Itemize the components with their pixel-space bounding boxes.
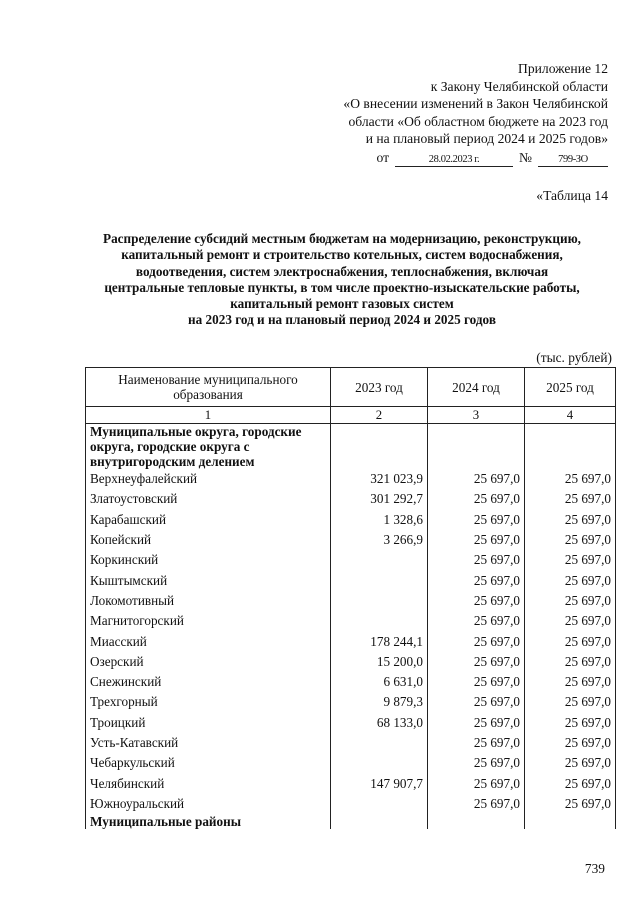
value-2023: 3 266,9	[331, 530, 428, 550]
value-2024: 25 697,0	[428, 550, 525, 570]
appendix-header	[288, 60, 608, 167]
section-title: Муниципальные районы	[86, 814, 331, 829]
value-2023: 1 328,6	[331, 510, 428, 530]
value-2024: 25 697,0	[428, 794, 525, 814]
title-line: капитальный ремонт газовых систем	[230, 296, 454, 312]
municipality-name: Южноуральский	[86, 794, 331, 814]
title-line: на 2023 год и на плановый период 2024 и 2025 годов	[188, 312, 496, 328]
table-row	[86, 794, 616, 814]
value-2025: 25 697,0	[525, 570, 616, 590]
value-2025: 25 697,0	[525, 489, 616, 509]
municipality-name: Челябинский	[86, 773, 331, 793]
value-2023	[331, 753, 428, 773]
value-2025: 25 697,0	[525, 550, 616, 570]
table-row	[86, 652, 616, 672]
header-2024: 2024 год	[428, 368, 525, 407]
value-2023: 9 879,3	[331, 692, 428, 712]
value-2023: 178 244,1	[331, 631, 428, 651]
value-2025: 25 697,0	[525, 611, 616, 631]
title-line: капитальный ремонт и строительство котельных, систем водоснабжения,	[121, 247, 563, 263]
value-2024: 25 697,0	[428, 469, 525, 489]
title-line: водоотведения, систем электроснабжения, теплоснабжения, включая	[135, 263, 549, 279]
table-row	[86, 753, 616, 773]
value-2024: 25 697,0	[428, 692, 525, 712]
column-number: 2	[331, 407, 428, 424]
value-2024: 25 697,0	[428, 713, 525, 733]
municipality-name: Коркинский	[86, 550, 331, 570]
table-row	[86, 631, 616, 651]
column-number: 3	[428, 407, 525, 424]
value-2023	[331, 550, 428, 570]
value-2024: 25 697,0	[428, 530, 525, 550]
table-label: «Таблица 14	[536, 188, 608, 203]
table-row	[86, 611, 616, 631]
table-row	[86, 530, 616, 550]
value-2023	[331, 611, 428, 631]
appendix-line: и на плановый период 2024 и 2025 годов»	[365, 131, 608, 146]
table-row	[86, 733, 616, 753]
title-line: Распределение субсидий местным бюджетам на модернизацию, реконструкцию,	[103, 231, 581, 246]
value-2024: 25 697,0	[428, 773, 525, 793]
header-2023: 2023 год	[331, 368, 428, 407]
section-row	[86, 424, 616, 470]
value-2023: 6 631,0	[331, 672, 428, 692]
value-2025: 25 697,0	[525, 530, 616, 550]
table-row	[86, 550, 616, 570]
value-2025: 25 697,0	[525, 469, 616, 489]
table-row	[86, 713, 616, 733]
value-2024: 25 697,0	[428, 753, 525, 773]
municipality-name: Верхнеуфалейский	[86, 469, 331, 489]
value-2024: 25 697,0	[428, 611, 525, 631]
municipality-name: Златоустовский	[86, 489, 331, 509]
municipality-name: Миасский	[86, 631, 331, 651]
municipality-name: Магнитогорский	[86, 611, 331, 631]
municipality-name: Снежинский	[86, 672, 331, 692]
section-row	[86, 814, 616, 829]
value-2023: 147 907,7	[331, 773, 428, 793]
municipality-name: Озерский	[86, 652, 331, 672]
appendix-line: области «Об областном бюджете на 2023 год	[348, 113, 608, 129]
value-2023: 68 133,0	[331, 713, 428, 733]
units-label: (тыс. рублей)	[536, 350, 612, 365]
table-row	[86, 489, 616, 509]
municipality-name: Копейский	[86, 530, 331, 550]
table-row	[86, 510, 616, 530]
table-row	[86, 672, 616, 692]
column-number: 4	[525, 407, 616, 424]
column-number-row	[86, 407, 616, 424]
value-2024: 25 697,0	[428, 489, 525, 509]
value-2025: 25 697,0	[525, 591, 616, 611]
municipality-name: Усть-Катавский	[86, 733, 331, 753]
appendix-line: к Закону Челябинской области	[430, 78, 608, 94]
municipality-name: Троицкий	[86, 713, 331, 733]
municipality-name: Локомотивный	[86, 591, 331, 611]
municipality-name: Трехгорный	[86, 692, 331, 712]
table-row	[86, 469, 616, 489]
value-2023	[331, 733, 428, 753]
header-2025: 2025 год	[525, 368, 616, 407]
value-2023: 301 292,7	[331, 489, 428, 509]
value-2024: 25 697,0	[428, 631, 525, 651]
value-2023: 15 200,0	[331, 652, 428, 672]
subsidy-table	[85, 367, 616, 829]
value-2023	[331, 794, 428, 814]
section-title: Муниципальные округа, городские округа, городские округа с внутригородским делением	[86, 424, 331, 470]
value-2024: 25 697,0	[428, 591, 525, 611]
page-number: 739	[584, 861, 605, 876]
value-2025: 25 697,0	[525, 794, 616, 814]
table-row	[86, 570, 616, 590]
municipality-name: Карабашский	[86, 510, 331, 530]
value-2023: 321 023,9	[331, 469, 428, 489]
law-date-line	[288, 149, 608, 167]
number-label: №	[519, 149, 532, 165]
value-2025: 25 697,0	[525, 672, 616, 692]
appendix-line: «О внесении изменений в Закон Челябинской	[343, 96, 608, 111]
appendix-line: Приложение 12	[518, 61, 608, 76]
value-2024: 25 697,0	[428, 652, 525, 672]
value-2025: 25 697,0	[525, 692, 616, 712]
value-2025: 25 697,0	[525, 753, 616, 773]
table-header-row	[86, 368, 616, 407]
value-2025: 25 697,0	[525, 713, 616, 733]
from-label: от	[376, 149, 390, 165]
table-row	[86, 591, 616, 611]
law-date: 28.02.2023 г.	[395, 154, 513, 167]
title-line: центральные тепловые пункты, в том числе проектно-изыскательские работы,	[104, 279, 580, 295]
value-2024: 25 697,0	[428, 570, 525, 590]
value-2024: 25 697,0	[428, 733, 525, 753]
value-2024: 25 697,0	[428, 510, 525, 530]
column-number: 1	[86, 407, 331, 424]
value-2023	[331, 570, 428, 590]
value-2025: 25 697,0	[525, 733, 616, 753]
table-row	[86, 773, 616, 793]
value-2025: 25 697,0	[525, 631, 616, 651]
value-2023	[331, 591, 428, 611]
law-number: 799-ЗО	[538, 154, 608, 167]
value-2025: 25 697,0	[525, 773, 616, 793]
value-2024: 25 697,0	[428, 672, 525, 692]
header-municipality: Наименование муниципального образования	[86, 368, 331, 407]
value-2025: 25 697,0	[525, 652, 616, 672]
table-row	[86, 692, 616, 712]
value-2025: 25 697,0	[525, 510, 616, 530]
municipality-name: Кыштымский	[86, 570, 331, 590]
municipality-name: Чебаркульский	[86, 753, 331, 773]
document-title	[62, 231, 622, 329]
